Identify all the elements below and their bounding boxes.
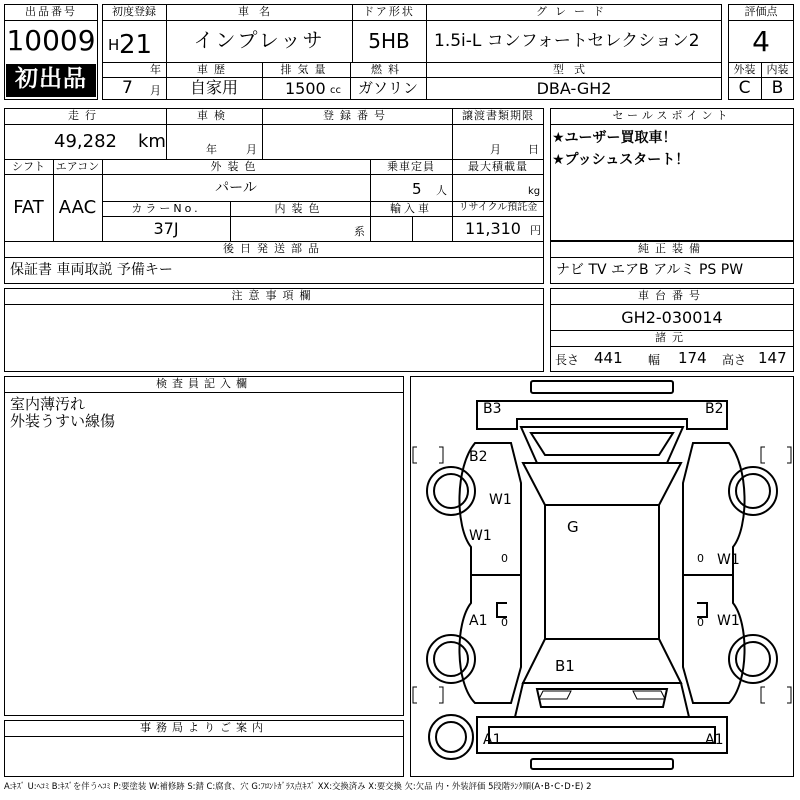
load-unit: kg [528, 186, 541, 197]
sales-points-box [550, 108, 794, 241]
legend: A:ｷｽﾞ U:ﾍｺﾐ B:ｷｽﾞを伴うﾍｺﾐ P:要塗装 W:補修跡 S:錆 C:腐食、穴 G:ﾌﾛﾝﾄｶﾞﾗｽ点ｷｽﾞ XX:交換済み X:要交換 欠:欠品 内・外装評価 5段階ﾗﾝｸ順(A･B･C･D･E) 2 [4, 781, 592, 791]
transfer-label: 譲渡書類期限 [462, 109, 534, 122]
mark-roof: G [567, 518, 579, 536]
capacity-unit: 人 [436, 184, 447, 197]
mark-front-door-left: W1 [469, 528, 492, 544]
width-value: 174 [678, 349, 707, 367]
chassis-value: GH2-030014 [621, 308, 723, 327]
inspection-year-unit: 年 [206, 143, 217, 156]
displacement-label: 排気量 [280, 63, 332, 76]
mark-zero-4: 0 [697, 616, 704, 629]
genuine-equipment-value: ナビ TV エアB アルミ PS PW [556, 262, 744, 278]
color-value: パール [215, 180, 257, 196]
recycle-unit: 円 [530, 224, 541, 237]
grade-label: グレード [536, 5, 612, 18]
mark-hood: B1 [555, 657, 575, 675]
interior-color-unit: 系 [354, 225, 365, 238]
length-label: 長さ [555, 353, 580, 367]
exterior-grade-label: 外装 [733, 63, 756, 76]
reg-month-unit: 月 [150, 84, 161, 97]
reg-year-unit: 年 [150, 63, 161, 76]
mark-front-door-right: W1 [717, 613, 740, 629]
mileage-value: 49,282 [54, 131, 117, 152]
roof [545, 505, 659, 639]
first-listing-text: 初出品 [15, 66, 87, 92]
history-value: 自家用 [189, 78, 238, 97]
lot-number: 10009 [6, 24, 96, 57]
grade-value: 1.5i-L コンフォートセレクション2 [434, 31, 700, 51]
mileage-unit: km [138, 131, 166, 152]
body-left [459, 443, 521, 703]
fuel-label: 燃料 [371, 63, 405, 76]
rear-glass [531, 433, 673, 455]
capacity-label: 乗車定員 [387, 160, 435, 173]
mark-front-bumper-right: A1 [705, 732, 724, 748]
inspector-line-1: 室内薄汚れ [10, 395, 86, 413]
rear-spoiler [531, 381, 673, 393]
width-label: 幅 [648, 353, 661, 367]
ac-label: エアコン [55, 160, 100, 173]
later-parts-label: 後日発送部品 [223, 242, 325, 255]
shift-value: FAT [13, 197, 44, 218]
interior-grade-value: B [771, 78, 784, 98]
mark-rear-bumper-left: B3 [483, 401, 502, 417]
exterior-grade-value: C [738, 78, 751, 98]
notes-label: 注意事項欄 [231, 289, 317, 302]
mark-front-bumper-left: A1 [483, 732, 502, 748]
mark-fender-left: A1 [469, 613, 488, 629]
inspector-line-2: 外装うすい線傷 [10, 412, 116, 430]
ac-value: AAC [58, 197, 97, 218]
body-right [683, 443, 745, 703]
model-value: DBA-GH2 [536, 79, 612, 98]
inspector-label: 検査員記入欄 [156, 377, 252, 390]
displacement-value: 1500 [285, 79, 326, 98]
capacity-value: 5 [412, 180, 422, 198]
recycle-value: 11,310 [465, 219, 521, 238]
height-label: 高さ [722, 353, 747, 367]
reg-month: 7 [122, 78, 133, 98]
plate-label: 登録番号 [323, 109, 391, 122]
sales-point-2: ★プッシュスタート！ [552, 152, 690, 168]
damage-diagram [410, 376, 794, 777]
sales-points-label: セールスポイント [612, 109, 732, 122]
front-lip [531, 759, 673, 769]
sales-point-1: ★ユーザー買取車！ [552, 130, 677, 146]
rear-bumper [477, 401, 727, 429]
inspection-month-unit: 月 [246, 143, 257, 156]
score-label: 評価点 [744, 5, 778, 18]
mark-rear-bumper-right: B2 [705, 401, 724, 417]
genuine-equipment-label: 純正装備 [638, 242, 706, 255]
mark-zero-2: 0 [501, 616, 508, 629]
transfer-month-unit: 月 [490, 143, 501, 156]
office-label: 事務局よりご案内 [140, 721, 268, 734]
car-name: インプレッサ [193, 28, 325, 52]
shift-label: シフト [12, 160, 45, 173]
load-label: 最大積載量 [468, 160, 528, 173]
color-no-value: 37J [153, 219, 179, 238]
mark-rear-quarter-left: B2 [469, 449, 488, 465]
height-value: 147 [758, 349, 787, 367]
score-value: 4 [752, 25, 770, 58]
reg-label: 初度登録 [112, 5, 156, 18]
displacement-unit: cc [330, 85, 341, 96]
dims-label: 諸元 [655, 331, 689, 344]
interior-grade-label: 内装 [766, 63, 789, 76]
color-label: 外装色 [210, 160, 262, 173]
front-grille [537, 689, 667, 707]
reg-year: 21 [119, 30, 153, 60]
color-no-label: カラーNo. [131, 202, 201, 215]
history-label: 車歴 [197, 63, 231, 76]
door-label: ドア形状 [363, 5, 415, 18]
fuel-value: ガソリン [357, 79, 418, 97]
chassis-label: 車台番号 [638, 289, 706, 302]
later-parts-value: 保証書 車両取説 予備キー [10, 262, 173, 278]
length-value: 441 [594, 349, 623, 367]
door-value: 5HB [368, 29, 410, 53]
lot-label: 出品番号 [25, 5, 77, 18]
mark-rear-door-right: W1 [717, 552, 740, 568]
mark-rear-door-left: W1 [489, 492, 512, 508]
mark-zero-3: 0 [697, 552, 704, 565]
reg-era: H [108, 36, 120, 54]
cabin [523, 463, 681, 683]
import-label: 輸入車 [390, 202, 432, 215]
model-label: 型式 [553, 63, 595, 76]
mileage-label: 走行 [68, 109, 102, 122]
recycle-label: リサイクル預託金 [458, 202, 538, 213]
front-bumper [477, 717, 727, 753]
inspection-label: 車検 [197, 109, 231, 122]
transfer-day-unit: 日 [528, 143, 539, 156]
car-name-label: 車名 [238, 5, 280, 18]
interior-color-label: 内装色 [274, 202, 326, 215]
mark-zero-1: 0 [501, 552, 508, 565]
